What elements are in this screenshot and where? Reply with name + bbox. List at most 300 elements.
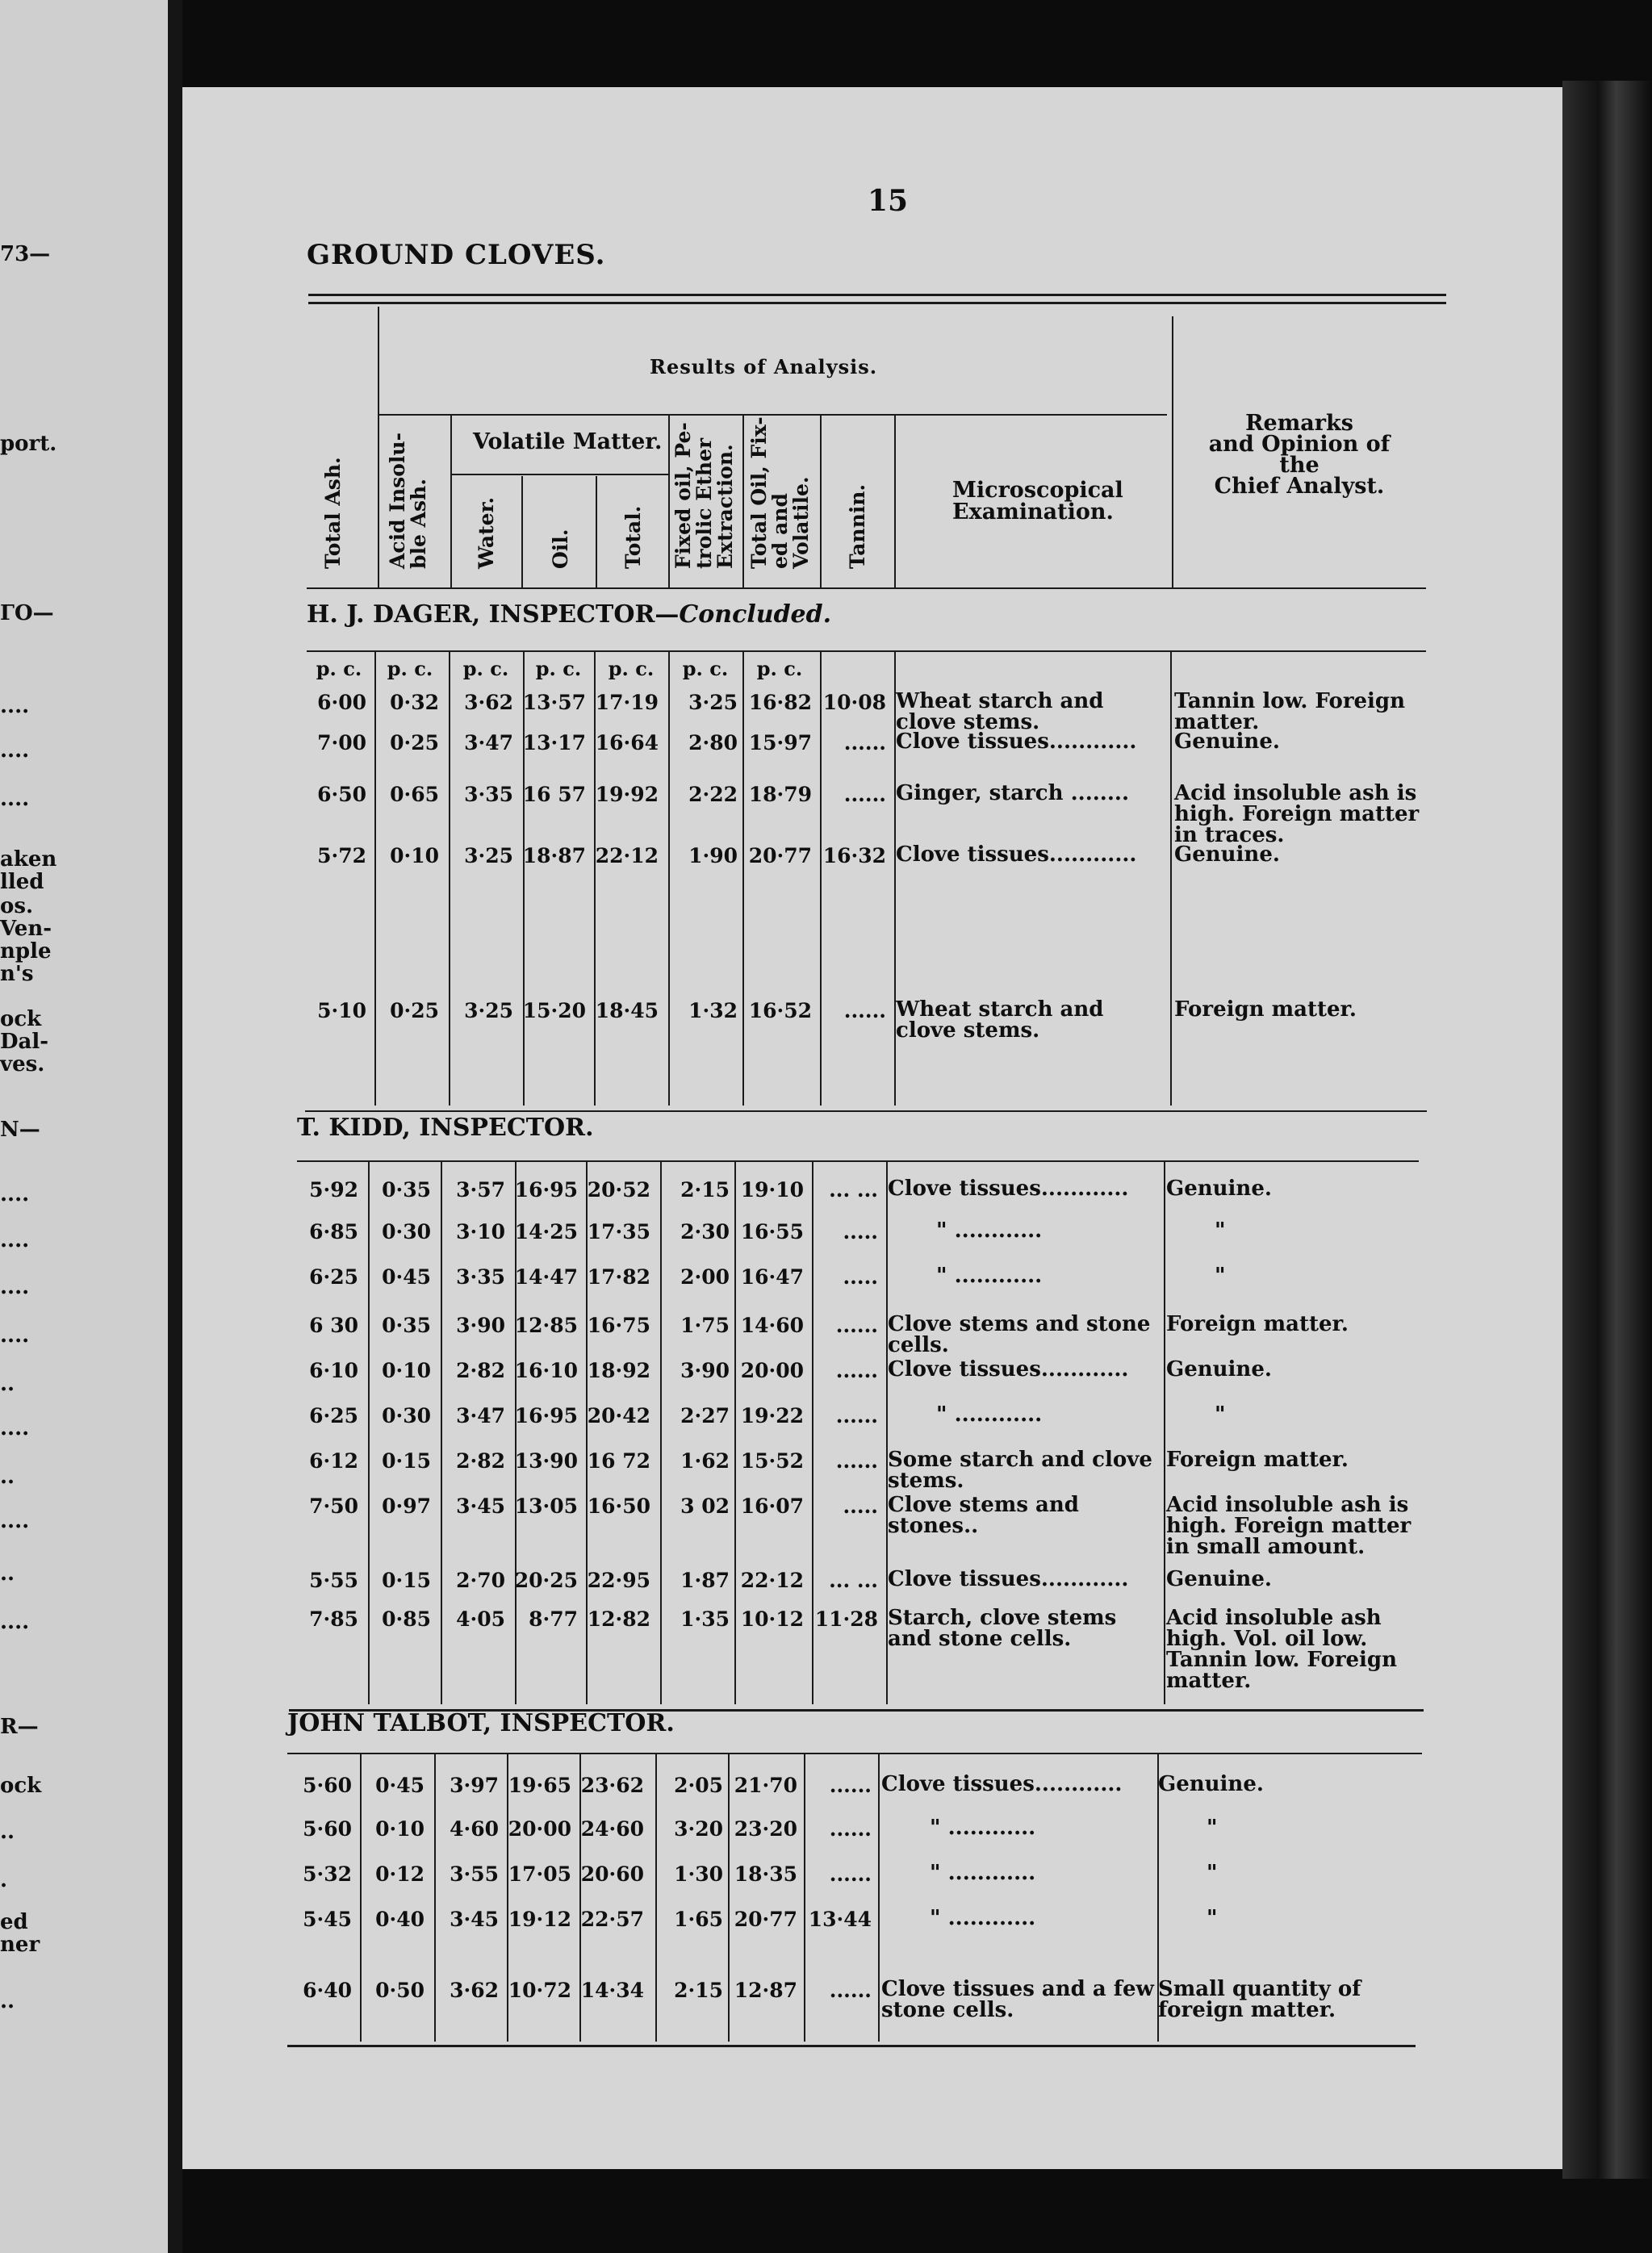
cell-total-ash: 7·00 — [317, 731, 366, 754]
cell-total: 22·95 — [587, 1569, 650, 1592]
cell-acid: 0·45 — [375, 1774, 425, 1797]
header-col-rule — [378, 307, 379, 587]
cell-remarks: Genuine. — [1166, 1177, 1272, 1201]
cell-total: 17·82 — [587, 1265, 650, 1289]
cell-oil: 13·90 — [514, 1449, 578, 1473]
left-page-text: .... — [0, 1509, 30, 1533]
cell-tannin: ... ... — [829, 1178, 878, 1202]
column-rule — [734, 1162, 736, 1704]
cell-remarks: Acid insoluble ash is high. Foreign matter in small amount. — [1166, 1493, 1412, 1559]
remarks-header-line: Remarks — [1245, 411, 1353, 436]
cell-microscopical: " ............ — [930, 1906, 1036, 1930]
cell-total-ash: 6·10 — [309, 1359, 358, 1382]
cell-tannin: ...... — [843, 731, 886, 754]
acid-insoluble-header-1: Acid Insolu- — [386, 433, 409, 569]
cell-oil: 19·12 — [508, 1908, 571, 1931]
cell-oil: 18·87 — [522, 844, 586, 867]
cell-total-oil: 15·97 — [748, 731, 812, 754]
cell-total-oil: 12·87 — [734, 1979, 797, 2002]
column-rule — [1170, 650, 1172, 1106]
cell-tannin: ...... — [829, 1774, 872, 1797]
cell-oil: 16·95 — [514, 1178, 578, 1202]
cell-acid: 0·25 — [390, 999, 439, 1022]
cell-water: 3·90 — [456, 1314, 505, 1337]
table-top-rule — [308, 302, 1446, 304]
cell-fixed: 1·87 — [680, 1569, 730, 1592]
cell-acid: 0·65 — [390, 783, 439, 806]
section-rule — [297, 1160, 1419, 1162]
cell-total-oil: 16·07 — [740, 1494, 804, 1518]
left-page-text: .... — [0, 1275, 30, 1299]
results-rule — [379, 414, 1167, 416]
cell-total: 17·35 — [587, 1220, 650, 1244]
cell-fixed: 2·00 — [680, 1265, 730, 1289]
cell-remarks: Acid insoluble ash is high. Foreign matter in traces. — [1174, 781, 1420, 847]
remarks-header — [1202, 413, 1396, 497]
cell-total: 24·60 — [580, 1817, 644, 1841]
cell-water: 2·82 — [456, 1359, 505, 1382]
cell-water: 3·62 — [464, 691, 513, 714]
cell-water: 3·35 — [464, 783, 513, 806]
total-oil-header-1: Total Oil, Fix- — [747, 416, 771, 569]
cell-acid: 0·10 — [375, 1817, 425, 1841]
oil-header: Oil. — [549, 529, 572, 569]
cell-total-oil: 14·60 — [740, 1314, 804, 1337]
cell-total-oil: 19·22 — [740, 1404, 804, 1427]
cell-total-ash: 6·12 — [309, 1449, 358, 1473]
left-page-text: R— — [0, 1715, 39, 1739]
left-page-text: ock — [0, 1007, 42, 1031]
left-page-text: .... — [0, 1610, 30, 1634]
cell-tannin: 10·08 — [822, 691, 886, 714]
cell-total-oil: 16·82 — [748, 691, 812, 714]
cell-water: 3·62 — [450, 1979, 499, 2002]
cell-oil: 15·20 — [522, 999, 586, 1022]
section-title — [307, 600, 831, 629]
left-page-text: 73— — [0, 242, 51, 266]
column-rule — [594, 650, 596, 1106]
unit-label: p. c. — [462, 657, 509, 680]
cell-remarks: Foreign matter. — [1166, 1312, 1349, 1336]
cell-tannin: ..... — [843, 1265, 878, 1289]
cell-total-ash: 5·92 — [309, 1178, 358, 1202]
cell-tannin: ...... — [829, 1817, 872, 1841]
cell-oil: 17·05 — [508, 1862, 571, 1886]
cell-total-ash: 5·60 — [303, 1774, 352, 1797]
cell-tannin: 13·44 — [808, 1908, 872, 1931]
cell-fixed: 2·30 — [680, 1220, 730, 1244]
cell-oil: 10·72 — [508, 1979, 571, 2002]
cell-oil: 16·95 — [514, 1404, 578, 1427]
cell-water: 2·70 — [456, 1569, 505, 1592]
cell-total-oil: 15·52 — [740, 1449, 804, 1473]
cell-total-ash: 7·50 — [309, 1494, 358, 1518]
left-page-text: .... — [0, 738, 30, 763]
cell-total: 16·75 — [587, 1314, 650, 1337]
cell-fixed: 3·20 — [674, 1817, 723, 1841]
cell-total: 18·45 — [595, 999, 659, 1022]
cell-tannin: ...... — [829, 1979, 872, 2002]
cell-microscopical: " ............ — [936, 1264, 1043, 1288]
left-page-text: .. — [0, 1465, 15, 1489]
left-page-text: .... — [0, 1323, 30, 1348]
cell-total-oil: 20·77 — [734, 1908, 797, 1931]
cell-fixed: 2·22 — [688, 783, 738, 806]
left-page-text: .... — [0, 787, 30, 811]
cell-remarks: Genuine. — [1174, 842, 1280, 867]
cell-fixed: 3 02 — [680, 1494, 730, 1518]
cell-fixed: 2·15 — [680, 1178, 730, 1202]
cell-water: 3·25 — [464, 844, 513, 867]
left-page-text: ed — [0, 1910, 28, 1934]
left-page-text: ГО— — [0, 601, 54, 625]
cell-total: 20·60 — [580, 1862, 644, 1886]
cell-acid: 0·35 — [382, 1314, 431, 1337]
cell-microscopical: Wheat starch and clove stems. — [896, 689, 1104, 734]
cell-remarks: Foreign matter. — [1166, 1448, 1349, 1472]
header-col-rule — [596, 476, 597, 587]
cell-acid: 0·50 — [375, 1979, 425, 2002]
left-page-text: port. — [0, 432, 57, 456]
cell-tannin: ...... — [843, 783, 886, 806]
left-page-text: .. — [0, 1561, 15, 1586]
section-title — [297, 1114, 594, 1142]
cell-water: 3·97 — [450, 1774, 499, 1797]
cell-acid: 0·25 — [390, 731, 439, 754]
cell-fixed: 2·15 — [674, 1979, 723, 2002]
cell-total: 17·19 — [595, 691, 659, 714]
cell-acid: 0·15 — [382, 1569, 431, 1592]
cell-water: 3·57 — [456, 1178, 505, 1202]
cell-total-oil: 16·47 — [740, 1265, 804, 1289]
cell-total: 22·12 — [595, 844, 659, 867]
header-col-rule — [450, 416, 452, 587]
cell-acid: 0·10 — [390, 844, 439, 867]
microscopical-header-line: Examination. — [952, 500, 1114, 525]
cell-oil: 16 57 — [522, 783, 586, 806]
cell-total: 14·34 — [580, 1979, 644, 2002]
inspector-suffix: Concluded. — [679, 600, 832, 629]
cell-total-ash: 5·55 — [309, 1569, 358, 1592]
cell-microscopical: Starch, clove stems and stone cells. — [888, 1606, 1117, 1651]
cell-microscopical: Clove tissues............ — [896, 842, 1137, 867]
cell-oil: 13·57 — [522, 691, 586, 714]
cell-fixed: 1·62 — [680, 1449, 730, 1473]
remarks-header-line: Chief Analyst. — [1214, 474, 1385, 499]
cell-total-oil: 10·12 — [740, 1607, 804, 1631]
cell-water: 3·45 — [450, 1908, 499, 1931]
cell-fixed: 3·90 — [680, 1359, 730, 1382]
cell-total-ash: 6·50 — [317, 783, 366, 806]
unit-label: p. c. — [316, 657, 362, 680]
cell-total-ash: 5·45 — [303, 1908, 352, 1931]
cell-microscopical: " ............ — [936, 1218, 1043, 1243]
cell-tannin: 16·32 — [822, 844, 886, 867]
column-rule — [804, 1754, 805, 2042]
cell-oil: 14·25 — [514, 1220, 578, 1244]
column-rule — [1164, 1162, 1165, 1704]
cell-acid: 0·45 — [382, 1265, 431, 1289]
cell-total: 16·50 — [587, 1494, 650, 1518]
cell-remarks: " — [1207, 1861, 1218, 1885]
cell-remarks: " — [1207, 1816, 1218, 1840]
cell-tannin: ...... — [835, 1449, 878, 1473]
header-col-rule — [1172, 316, 1173, 587]
left-page-text: .... — [0, 1228, 30, 1252]
cell-tannin: ...... — [835, 1359, 878, 1382]
book-gutter — [168, 0, 182, 2253]
left-page-text: . — [0, 1868, 8, 1892]
cell-water: 3·10 — [456, 1220, 505, 1244]
header-col-rule — [521, 476, 523, 587]
cell-fixed: 1·35 — [680, 1607, 730, 1631]
cell-microscopical: Clove tissues............ — [888, 1357, 1129, 1381]
column-rule — [668, 650, 670, 1106]
cell-total-oil: 23·20 — [734, 1817, 797, 1841]
cell-acid: 0·85 — [382, 1607, 431, 1631]
cell-water: 2·82 — [456, 1449, 505, 1473]
unit-label: p. c. — [535, 657, 582, 680]
cell-total: 20·42 — [587, 1404, 650, 1427]
cell-total-ash: 6·00 — [317, 691, 366, 714]
cell-microscopical: Clove tissues............ — [888, 1177, 1129, 1201]
fixed-oil-header-1: Fixed oil, Pe- — [671, 422, 695, 569]
cell-remarks: " — [1215, 1264, 1226, 1288]
tannin-header: Tannin. — [846, 483, 869, 569]
cell-remarks: Genuine. — [1158, 1772, 1264, 1796]
cell-total-oil: 18·35 — [734, 1862, 797, 1886]
left-page-text: aken — [0, 847, 57, 872]
cell-total: 12·82 — [587, 1607, 650, 1631]
cell-remarks: " — [1215, 1402, 1226, 1427]
cell-total-ash: 6·25 — [309, 1265, 358, 1289]
cell-total-oil: 20·00 — [740, 1359, 804, 1382]
acid-insoluble-header-2: ble Ash. — [407, 479, 430, 569]
left-page-text: lled — [0, 870, 44, 894]
left-page-text: ner — [0, 1933, 40, 1957]
cell-fixed: 3·25 — [688, 691, 738, 714]
cell-microscopical: Ginger, starch ........ — [896, 781, 1130, 805]
microscopical-header-line: Microscopical — [952, 478, 1123, 503]
cell-tannin: ...... — [835, 1404, 878, 1427]
cell-total: 19·92 — [595, 783, 659, 806]
total-header: Total. — [621, 505, 645, 569]
cell-total-ash: 7·85 — [309, 1607, 358, 1631]
section-rule — [305, 1110, 1427, 1112]
left-page-text: N— — [0, 1118, 40, 1142]
column-rule — [660, 1162, 662, 1704]
unit-label: p. c. — [756, 657, 803, 680]
cell-oil: 16·10 — [514, 1359, 578, 1382]
cell-remarks: Small quantity of foreign matter. — [1158, 1977, 1361, 2022]
cell-total-oil: 19·10 — [740, 1178, 804, 1202]
total-oil-header-2: ed and — [768, 493, 792, 569]
cell-tannin: ... ... — [829, 1569, 878, 1592]
cell-microscopical: Wheat starch and clove stems. — [896, 997, 1104, 1043]
cell-water: 3·25 — [464, 999, 513, 1022]
left-page-text: .... — [0, 1182, 30, 1206]
cell-microscopical: Clove tissues............ — [881, 1772, 1123, 1796]
left-page-text: ves. — [0, 1052, 45, 1076]
cell-total: 23·62 — [580, 1774, 644, 1797]
header-col-rule — [742, 416, 744, 587]
column-rule — [523, 650, 525, 1106]
cell-fixed: 2·27 — [680, 1404, 730, 1427]
cell-total-ash: 6·85 — [309, 1220, 358, 1244]
cell-tannin: ..... — [843, 1220, 878, 1244]
cell-total-oil: 16·52 — [748, 999, 812, 1022]
cell-tannin: ...... — [835, 1314, 878, 1337]
cell-tannin: ...... — [843, 999, 886, 1022]
header-col-rule — [668, 416, 670, 587]
left-page-text: .. — [0, 1989, 15, 2013]
cell-oil: 14·47 — [514, 1265, 578, 1289]
cell-oil: 13·05 — [514, 1494, 578, 1518]
cell-water: 3·47 — [456, 1404, 505, 1427]
cell-water: 3·35 — [456, 1265, 505, 1289]
column-rule — [728, 1754, 730, 2042]
cell-total-ash: 5·60 — [303, 1817, 352, 1841]
left-page-text: .. — [0, 1372, 15, 1396]
cell-acid: 0·10 — [382, 1359, 431, 1382]
left-page-text: Ven- — [0, 917, 52, 941]
header-col-rule — [894, 416, 896, 587]
cell-remarks: " — [1207, 1906, 1218, 1930]
unit-label: p. c. — [682, 657, 729, 680]
header-bottom-rule — [307, 587, 1426, 589]
page-number: 15 — [868, 184, 909, 218]
cell-total: 22·57 — [580, 1908, 644, 1931]
cell-microscopical: " ............ — [930, 1816, 1036, 1840]
cell-total: 16·64 — [595, 731, 659, 754]
cell-tannin: 11·28 — [814, 1607, 878, 1631]
cell-fixed: 1·32 — [688, 999, 738, 1022]
cell-acid: 0·40 — [375, 1908, 425, 1931]
column-rule — [878, 1754, 880, 2042]
cell-oil: 20·25 — [514, 1569, 578, 1592]
unit-label: p. c. — [608, 657, 655, 680]
volatile-rule — [452, 474, 668, 475]
cell-total-ash: 5·10 — [317, 999, 366, 1022]
cell-water: 3·45 — [456, 1494, 505, 1518]
header-col-rule — [820, 416, 822, 587]
cell-total: 18·92 — [587, 1359, 650, 1382]
table-top-rule — [308, 294, 1446, 296]
cell-remarks: Foreign matter. — [1174, 997, 1357, 1022]
cell-total: 20·52 — [587, 1178, 650, 1202]
cell-oil: 8·77 — [529, 1607, 578, 1631]
column-rule — [374, 650, 376, 1106]
cell-total-ash: 5·32 — [303, 1862, 352, 1886]
cell-acid: 0·30 — [382, 1404, 431, 1427]
cell-fixed: 1·90 — [688, 844, 738, 867]
inspector-name: T. KIDD, INSPECTOR. — [297, 1114, 594, 1142]
table-bottom-rule — [287, 2045, 1416, 2047]
cell-remarks: Tannin low. Foreign matter. — [1174, 689, 1406, 734]
cell-total: 16 72 — [587, 1449, 650, 1473]
column-rule — [449, 650, 450, 1106]
cell-remarks: Genuine. — [1166, 1357, 1272, 1381]
cell-acid: 0·32 — [390, 691, 439, 714]
cell-total-ash: 6·40 — [303, 1979, 352, 2002]
left-page-text: n's — [0, 962, 34, 986]
cell-microscopical: Clove stems and stones.. — [888, 1493, 1079, 1538]
cell-fixed: 2·80 — [688, 731, 738, 754]
left-page-text: .... — [0, 694, 30, 718]
water-header: Water. — [475, 496, 498, 569]
left-page-text: .. — [0, 1820, 15, 1844]
cell-water: 4·60 — [450, 1817, 499, 1841]
left-page — [0, 0, 168, 2253]
cell-acid: 0·15 — [382, 1449, 431, 1473]
inspector-name: JOHN TALBOT, INSPECTOR. — [287, 1709, 675, 1737]
remarks-header-line: and Opinion of the — [1208, 432, 1391, 478]
cell-acid: 0·12 — [375, 1862, 425, 1886]
cell-fixed: 1·65 — [674, 1908, 723, 1931]
total-oil-header-3: Volatile. — [789, 476, 813, 569]
cell-total-oil: 20·77 — [748, 844, 812, 867]
left-page-text: Dal- — [0, 1030, 49, 1054]
cell-acid: 0·97 — [382, 1494, 431, 1518]
section-title — [287, 1709, 675, 1737]
cell-tannin: ...... — [829, 1862, 872, 1886]
cell-fixed: 1·75 — [680, 1314, 730, 1337]
cell-microscopical: Clove tissues............ — [888, 1567, 1129, 1591]
unit-label: p. c. — [387, 657, 433, 680]
volatile-matter-header: Volatile Matter. — [473, 429, 663, 454]
results-of-analysis-header: Results of Analysis. — [650, 355, 878, 378]
microscopical-header — [952, 478, 1123, 525]
fixed-oil-header-3: Extraction. — [713, 444, 737, 569]
cell-microscopical: " ............ — [930, 1861, 1036, 1885]
cell-remarks: Genuine. — [1166, 1567, 1272, 1591]
fixed-oil-header-2: trolic Ether — [692, 437, 716, 569]
cell-acid: 0·30 — [382, 1220, 431, 1244]
section-rule — [287, 1753, 1422, 1754]
left-page-text: os. — [0, 894, 34, 918]
left-page-text: ock — [0, 1774, 42, 1798]
cell-water: 3·47 — [464, 731, 513, 754]
cell-oil: 20·00 — [508, 1817, 571, 1841]
cell-microscopical: Clove stems and stone cells. — [888, 1312, 1151, 1357]
cell-tannin: ..... — [843, 1494, 878, 1518]
page-title: GROUND CLOVES. — [307, 239, 606, 271]
left-page-text: .... — [0, 1416, 30, 1440]
cell-oil: 12·85 — [514, 1314, 578, 1337]
page-edge — [1562, 81, 1652, 2179]
column-rule — [742, 650, 744, 1106]
cell-microscopical: Clove tissues and a few stone cells. — [881, 1977, 1154, 2022]
cell-fixed: 2·05 — [674, 1774, 723, 1797]
cell-total-ash: 6·25 — [309, 1404, 358, 1427]
cell-microscopical: Some starch and clove stems. — [888, 1448, 1152, 1493]
cell-oil: 19·65 — [508, 1774, 571, 1797]
cell-total-oil: 22·12 — [740, 1569, 804, 1592]
left-page-text: nple — [0, 939, 52, 963]
cell-fixed: 1·30 — [674, 1862, 723, 1886]
cell-total-oil: 16·55 — [740, 1220, 804, 1244]
cell-microscopical: " ............ — [936, 1402, 1043, 1427]
cell-remarks: " — [1215, 1218, 1226, 1243]
section-rule — [307, 650, 1426, 652]
cell-water: 3·55 — [450, 1862, 499, 1886]
cell-oil: 13·17 — [522, 731, 586, 754]
column-rule — [820, 650, 822, 1106]
cell-acid: 0·35 — [382, 1178, 431, 1202]
cell-remarks: Acid insoluble ash high. Vol. oil low. Tannin low. Foreign matter. — [1166, 1606, 1398, 1693]
cell-water: 4·05 — [456, 1607, 505, 1631]
cell-total-ash: 5·72 — [317, 844, 366, 867]
